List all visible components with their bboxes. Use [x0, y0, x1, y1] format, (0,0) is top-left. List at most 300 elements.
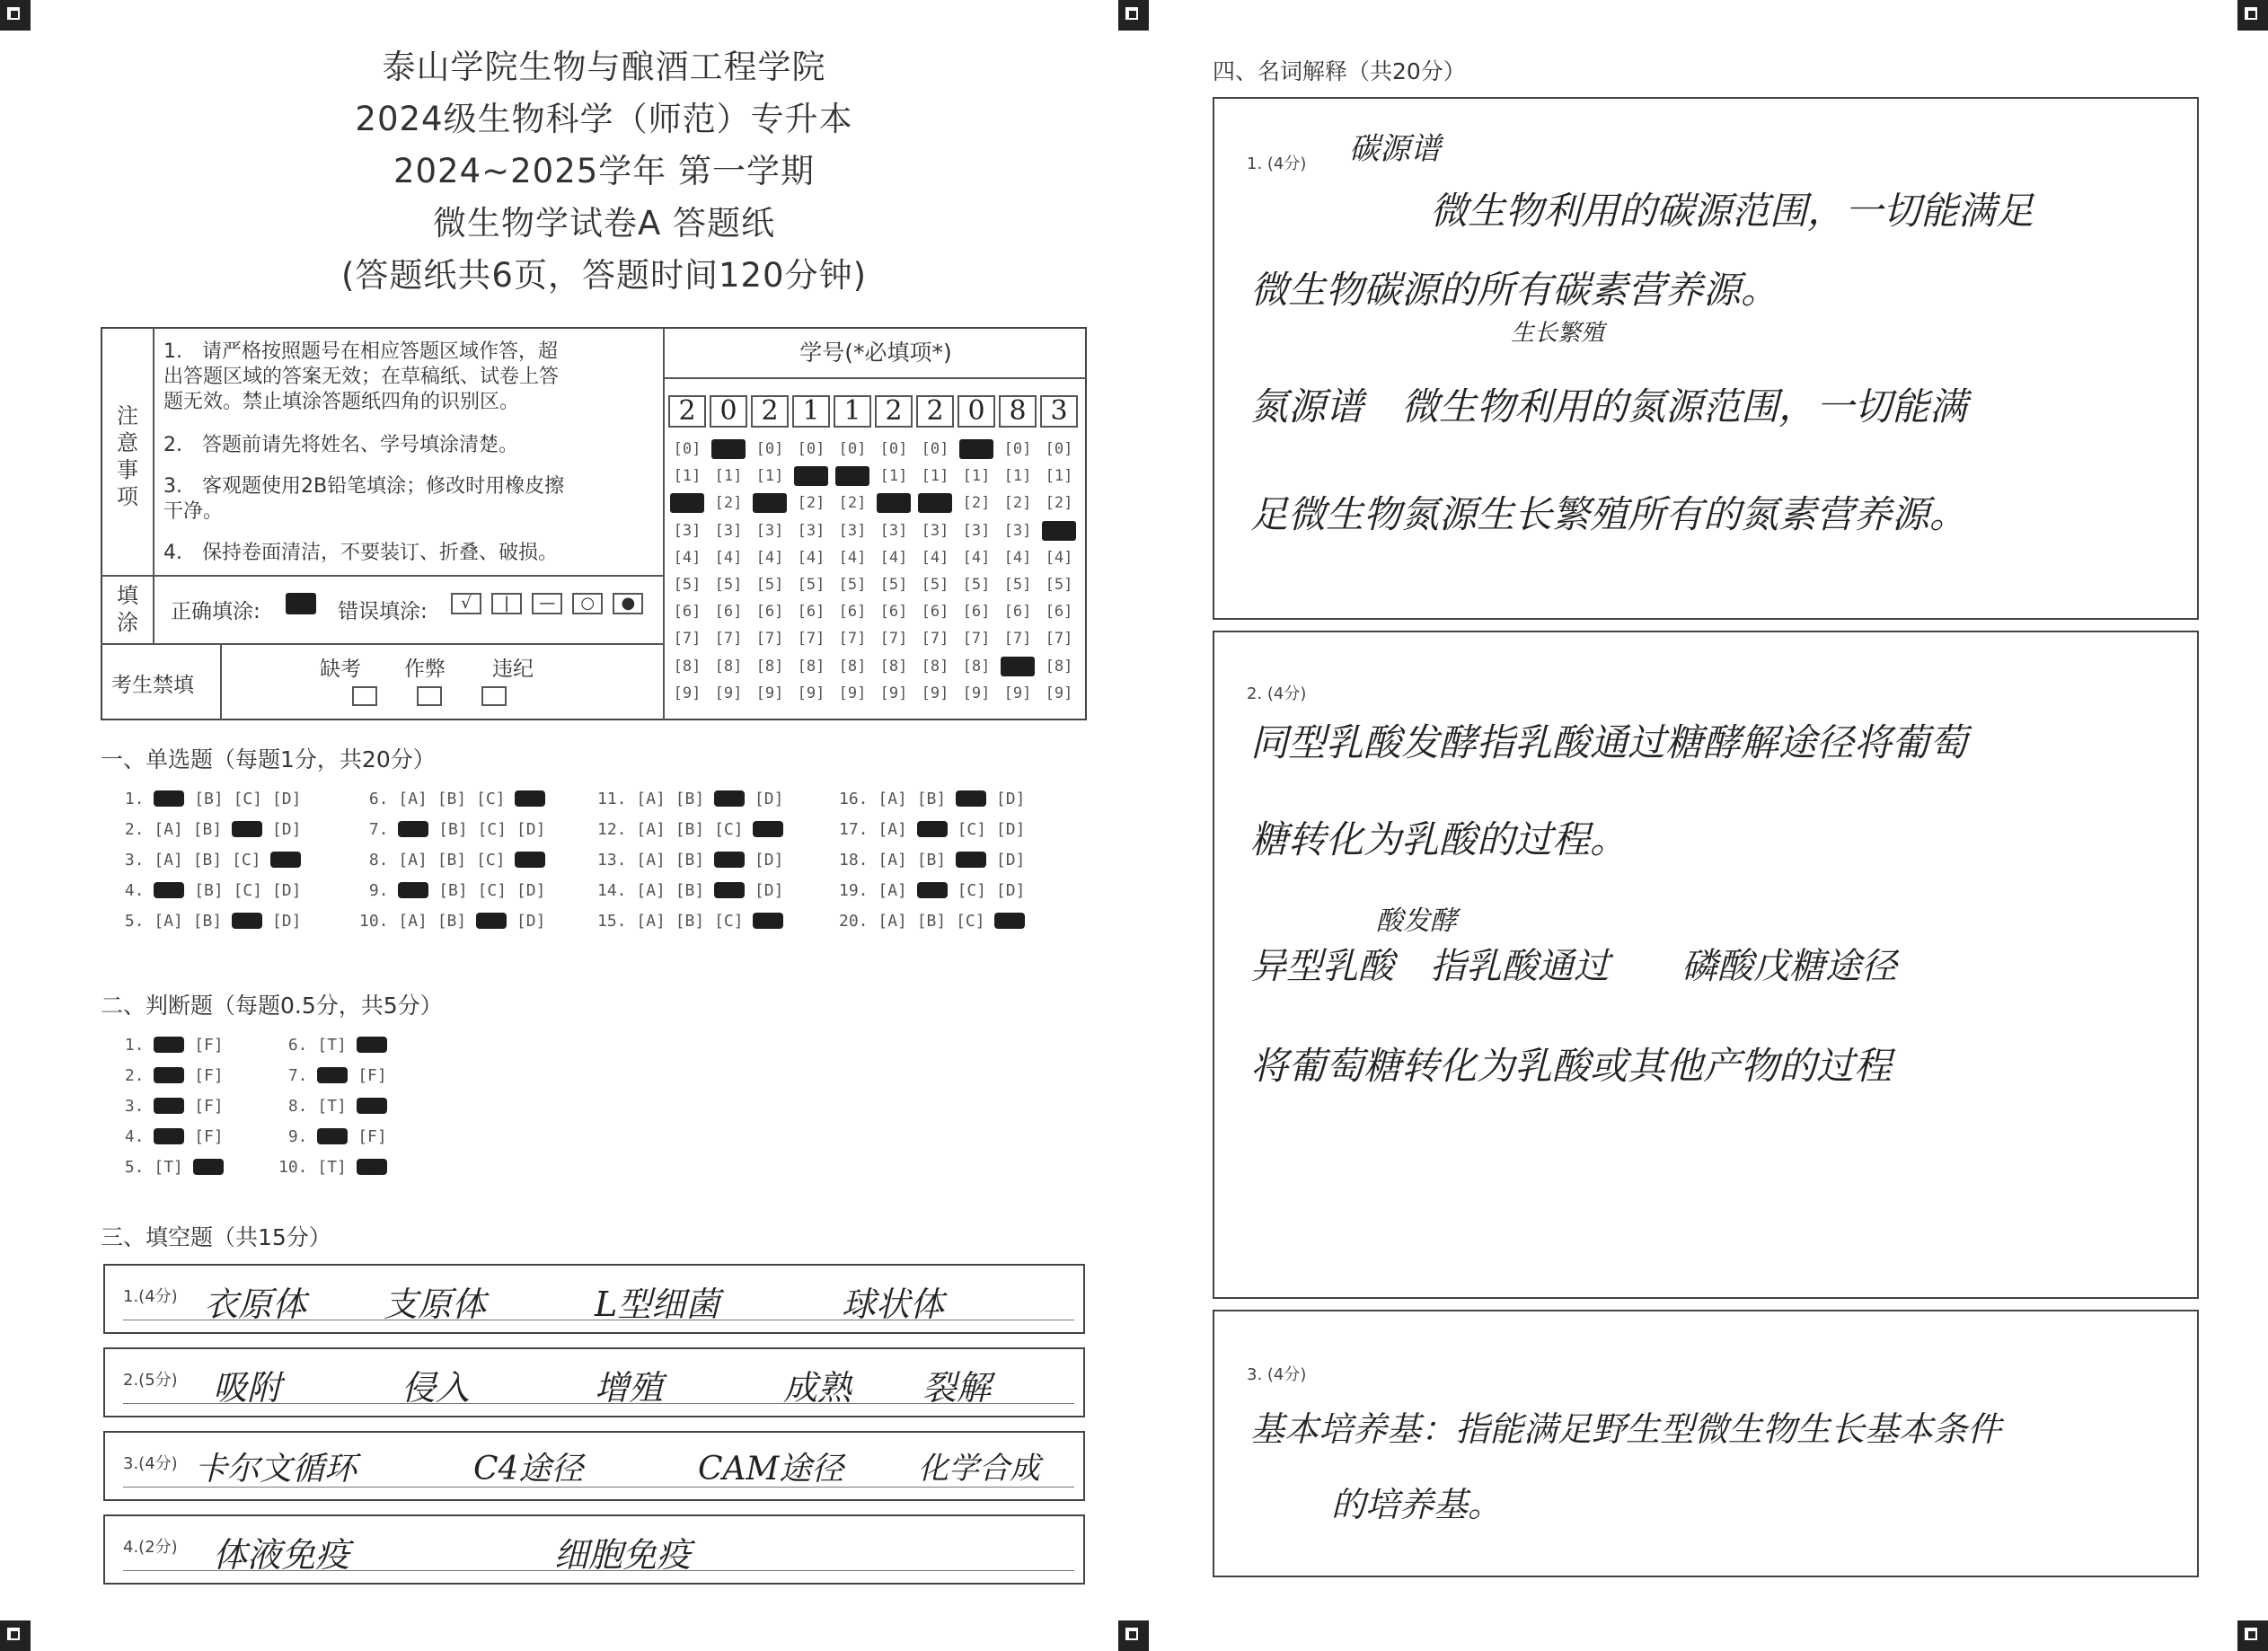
question-number: 15. [597, 912, 637, 931]
true-false-row[interactable] [278, 1126, 397, 1148]
option-bubble[interactable]: [D] [516, 820, 546, 839]
student-id-bubble[interactable]: [3] [838, 521, 867, 540]
student-id-bubble[interactable]: [5] [1003, 576, 1032, 594]
option-bubble[interactable]: [B] [192, 912, 223, 931]
student-id-bubble[interactable]: [0] [797, 440, 825, 458]
student-id-bubble[interactable]: [2] [670, 493, 704, 513]
divider [663, 327, 665, 720]
student-id-bubble[interactable]: [1] [794, 466, 828, 486]
student-id-bubble[interactable]: [4] [714, 548, 743, 567]
option-bubble[interactable]: [A] [398, 912, 428, 931]
single-choice-row[interactable] [839, 911, 1035, 932]
option-filled[interactable] [956, 790, 986, 807]
single-choice-row[interactable] [359, 789, 555, 810]
option-filled[interactable] [317, 1067, 348, 1083]
student-id-bubble[interactable]: [1] [673, 467, 702, 486]
option-bubble[interactable]: [B] [675, 912, 705, 931]
fill-blank-q3[interactable] [103, 1431, 1085, 1501]
student-id-bubble[interactable]: [6] [921, 603, 949, 622]
option-bubble[interactable]: [F] [194, 1097, 224, 1116]
student-id-bubble[interactable]: [5] [838, 576, 867, 594]
option-bubble[interactable]: [B] [675, 851, 705, 870]
student-id-bubble[interactable]: [6] [838, 603, 867, 622]
question-number: 6. [359, 790, 399, 808]
question-number: 5. [115, 912, 154, 931]
definition-text: 氮源谱 微生物利用的氮源范围，一切能满 [1250, 384, 1968, 428]
option-bubble[interactable]: [A] [636, 820, 666, 839]
option-bubble[interactable]: [C] [477, 881, 507, 900]
student-id-bubble[interactable]: [0] [959, 439, 993, 459]
student-id-bubble[interactable]: [3] [673, 521, 702, 540]
option-bubble[interactable]: [C] [233, 881, 263, 900]
option-filled[interactable] [193, 1159, 224, 1175]
student-id-bubble[interactable]: [5] [962, 576, 991, 594]
student-id-bubble[interactable]: [7] [1003, 630, 1032, 649]
option-bubble[interactable]: [F] [194, 1036, 224, 1055]
student-id-bubble[interactable]: [8] [755, 657, 784, 675]
option-bubble[interactable]: [A] [878, 912, 907, 931]
definition-text: 基本培养基：指能满足野生型微生物生长基本条件 [1250, 1409, 2002, 1449]
question-number: 8. [278, 1097, 318, 1116]
option-bubble[interactable]: [T] [317, 1097, 347, 1116]
definition-text: 糖转化为乳酸的过程。 [1250, 817, 1628, 861]
student-id-bubble[interactable]: [9] [1003, 684, 1032, 702]
divider [153, 327, 154, 577]
single-choice-row[interactable] [115, 819, 311, 841]
student-id-bubble[interactable]: [5] [921, 576, 949, 594]
option-filled[interactable] [154, 1037, 184, 1053]
true-false-row[interactable] [115, 1035, 234, 1056]
option-bubble[interactable]: [F] [194, 1127, 224, 1146]
answer-text: 成熟 [783, 1368, 852, 1408]
option-bubble[interactable]: [A] [636, 881, 666, 900]
student-id-bubble[interactable]: [1] [962, 467, 991, 486]
option-bubble[interactable]: [B] [675, 881, 705, 900]
student-id-bubble[interactable]: [1] [1045, 467, 1073, 486]
student-id-bubble[interactable]: [0] [838, 440, 867, 458]
student-id-bubble[interactable]: [0] [755, 440, 784, 458]
student-id-bubble[interactable]: [2] [1045, 494, 1073, 513]
student-id-bubble[interactable]: [4] [921, 548, 949, 567]
option-bubble[interactable]: [C] [957, 820, 987, 839]
student-id-bubble[interactable]: [7] [797, 630, 825, 649]
student-id-bubble[interactable]: [4] [1045, 548, 1073, 567]
option-filled[interactable] [714, 882, 745, 898]
student-id-bubble[interactable]: [7] [921, 630, 949, 649]
student-id-bubble[interactable]: [3] [1003, 521, 1032, 540]
student-id-bubble[interactable]: [1] [835, 466, 869, 486]
option-filled[interactable] [515, 790, 545, 807]
option-bubble[interactable]: [A] [636, 790, 666, 808]
student-id-bubble[interactable]: [9] [1045, 684, 1073, 702]
option-bubble[interactable]: [A] [398, 851, 428, 870]
answer-text: 支原体 [384, 1285, 487, 1324]
student-id-bubble[interactable]: [6] [879, 603, 908, 622]
forbid-absent-checkbox[interactable] [352, 686, 377, 706]
option-bubble[interactable]: [D] [754, 881, 784, 900]
fill-blank-q2[interactable] [103, 1347, 1085, 1417]
option-bubble[interactable]: [F] [357, 1066, 387, 1085]
header-school: 泰山学院生物与酿酒工程学院 [382, 48, 826, 86]
option-bubble[interactable]: [D] [271, 790, 302, 808]
student-id-bubble[interactable]: [0] [1003, 440, 1032, 458]
single-choice-row[interactable] [115, 789, 311, 810]
option-filled[interactable] [270, 852, 301, 868]
corner-marker-top-left [0, 0, 31, 31]
true-false-row[interactable] [278, 1065, 397, 1087]
student-id-bubble[interactable]: [9] [921, 684, 949, 702]
option-bubble[interactable]: [C] [477, 820, 507, 839]
true-false-row[interactable] [115, 1126, 234, 1148]
student-id-bubble[interactable]: [5] [755, 576, 784, 594]
option-bubble[interactable]: [D] [754, 851, 784, 870]
student-id-bubble[interactable]: [8] [797, 657, 825, 675]
option-filled[interactable] [317, 1128, 348, 1144]
wrong-example-check: √ [451, 593, 481, 614]
answer-text: C4途径 [473, 1451, 584, 1488]
question-number: 20. [839, 912, 878, 931]
corner-marker-bottom-left [0, 1620, 31, 1651]
option-bubble[interactable]: [B] [192, 820, 223, 839]
option-filled[interactable] [357, 1037, 387, 1053]
option-bubble[interactable]: [A] [878, 881, 907, 900]
true-false-row[interactable] [278, 1035, 397, 1056]
option-bubble[interactable]: [A] [878, 851, 907, 870]
student-id-bubble[interactable]: [9] [797, 684, 825, 702]
option-filled[interactable] [154, 790, 184, 807]
option-bubble[interactable]: [F] [194, 1066, 224, 1085]
question-number: 5. [115, 1158, 154, 1177]
student-id-bubble[interactable]: [6] [1003, 603, 1032, 622]
student-id-bubble[interactable]: [5] [879, 576, 908, 594]
option-filled[interactable] [154, 1128, 184, 1144]
student-id-bubble[interactable]: [9] [879, 684, 908, 702]
option-bubble[interactable]: [C] [232, 851, 261, 870]
student-id-bubble[interactable]: [6] [797, 603, 825, 622]
option-bubble[interactable]: [D] [516, 881, 546, 900]
fill-blank-q4[interactable] [103, 1514, 1085, 1585]
answer-text: 化学合成 [918, 1451, 1040, 1487]
answer-text: CAM途径 [698, 1451, 844, 1488]
question-number: 9. [278, 1127, 318, 1146]
student-id-bubble[interactable]: [8] [838, 657, 867, 675]
student-id-bubble[interactable]: [4] [673, 548, 702, 567]
true-false-row[interactable] [278, 1096, 397, 1117]
student-id-bubble[interactable]: [7] [838, 630, 867, 649]
definition-q1-box[interactable] [1213, 97, 2199, 620]
student-id-bubble[interactable]: [1] [755, 467, 784, 486]
answer-text: 体液免疫 [213, 1535, 350, 1575]
option-bubble[interactable]: [B] [437, 912, 467, 931]
option-bubble[interactable]: [T] [154, 1158, 183, 1177]
student-id-bubble[interactable]: [7] [673, 630, 702, 649]
student-id-bubble[interactable]: [8] [1045, 657, 1073, 675]
question-number: 9. [359, 881, 399, 900]
option-bubble[interactable]: [B] [438, 820, 468, 839]
student-id-bubble[interactable]: [4] [755, 548, 784, 567]
student-id-bubble[interactable]: [7] [755, 630, 784, 649]
option-filled[interactable] [714, 790, 745, 807]
student-id-bubble[interactable]: [8] [921, 657, 949, 675]
option-bubble[interactable]: [B] [194, 790, 224, 808]
question-number: 7. [278, 1066, 318, 1085]
option-bubble[interactable]: [T] [317, 1036, 347, 1055]
forbid-violation-label: 违纪 [492, 658, 534, 681]
divider [220, 643, 222, 720]
student-id-bubble[interactable]: [7] [1045, 630, 1073, 649]
option-bubble[interactable]: [A] [154, 912, 183, 931]
student-id-bubble[interactable]: [5] [797, 576, 825, 594]
fill-blank-q1[interactable] [103, 1264, 1085, 1334]
option-filled[interactable] [398, 821, 428, 837]
forbid-cheat-label: 作弊 [404, 658, 446, 681]
student-id-bubble[interactable]: [2] [797, 494, 825, 513]
definition-text: 微生物碳源的所有碳素营养源。 [1250, 268, 1779, 312]
question-number: 10. [359, 912, 399, 931]
student-id-bubble[interactable]: [4] [879, 548, 908, 567]
option-bubble[interactable]: [B] [437, 851, 467, 870]
option-filled[interactable] [154, 1098, 184, 1114]
true-false-row[interactable] [278, 1157, 397, 1179]
option-filled[interactable] [357, 1098, 387, 1114]
option-bubble[interactable]: [C] [233, 790, 263, 808]
single-choice-row[interactable] [597, 789, 793, 810]
option-bubble[interactable]: [B] [675, 790, 705, 808]
definition-q3-box[interactable] [1213, 1310, 2199, 1577]
single-choice-row[interactable] [597, 850, 793, 871]
true-false-row[interactable] [115, 1096, 234, 1117]
option-filled[interactable] [154, 1067, 184, 1083]
student-id-bubble[interactable]: [2] [838, 494, 867, 513]
student-id-bubble[interactable]: [9] [714, 684, 743, 702]
student-id-bubble[interactable]: [6] [714, 603, 743, 622]
student-id-bubble[interactable]: [8] [962, 657, 991, 675]
option-bubble[interactable]: [C] [956, 912, 985, 931]
student-id-digit: 2 [875, 395, 913, 428]
option-bubble[interactable]: [D] [271, 881, 302, 900]
option-bubble[interactable]: [A] [636, 912, 666, 931]
student-id-bubble[interactable]: [5] [1045, 576, 1073, 594]
student-id-bubble[interactable]: [4] [1003, 548, 1032, 567]
section2-title: 二、判断题（每题0.5分，共5分） [101, 993, 443, 1019]
forbid-label: 考生禁填 [111, 674, 194, 697]
single-choice-row[interactable] [359, 850, 555, 871]
option-bubble[interactable]: [D] [754, 790, 784, 808]
question-number: 3. [115, 851, 154, 870]
student-id-bubble[interactable]: [7] [714, 630, 743, 649]
student-id-bubble[interactable]: [1] [921, 467, 949, 486]
option-bubble[interactable]: [D] [995, 820, 1026, 839]
student-id-bubble[interactable]: [0] [879, 440, 908, 458]
wrong-fill-examples [451, 593, 649, 614]
student-id-bubble[interactable]: [5] [673, 576, 702, 594]
option-filled[interactable] [154, 882, 184, 898]
option-bubble[interactable]: [A] [154, 820, 183, 839]
option-bubble[interactable]: [B] [438, 881, 468, 900]
option-bubble[interactable]: [D] [271, 912, 302, 931]
student-id-bubble[interactable]: [6] [962, 603, 991, 622]
student-id-bubble[interactable]: [2] [877, 493, 911, 513]
wrong-example-bar: | [491, 593, 522, 614]
student-id-bubble[interactable]: [4] [962, 548, 991, 567]
student-id-bubble[interactable]: [8] [1001, 657, 1035, 676]
student-id-bubble[interactable]: [8] [673, 657, 702, 675]
single-choice-row[interactable] [597, 880, 793, 902]
question-number: 6. [278, 1036, 318, 1055]
student-id-digit: 2 [668, 395, 706, 428]
single-choice-row[interactable] [839, 850, 1035, 871]
answer-text: 卡尔文循环 [195, 1451, 357, 1488]
true-false-row[interactable] [115, 1157, 234, 1179]
option-bubble[interactable]: [B] [437, 790, 467, 808]
option-bubble[interactable]: [A] [878, 820, 907, 839]
student-id-bubble[interactable]: [1] [1003, 467, 1032, 486]
question-number: 8. [359, 851, 399, 870]
student-id-bubble[interactable]: [1] [714, 467, 743, 486]
option-filled[interactable] [714, 852, 745, 868]
student-id-bubble[interactable]: [9] [673, 684, 702, 702]
option-bubble[interactable]: [A] [636, 851, 666, 870]
student-id-bubble[interactable]: [8] [879, 657, 908, 675]
header-term: 2024~2025学年 第一学期 [393, 152, 816, 190]
student-id-bubble[interactable]: [3] [921, 521, 949, 540]
student-id-bubble[interactable]: [2] [714, 494, 743, 513]
answer-text: 增殖 [595, 1368, 664, 1408]
definition-text: 足微生物氮源生长繁殖所有的氮素营养源。 [1250, 492, 1968, 536]
single-choice-row[interactable] [359, 880, 555, 902]
option-filled[interactable] [515, 852, 545, 868]
student-id-bubble[interactable]: [3] [962, 521, 991, 540]
option-filled[interactable] [917, 882, 948, 898]
option-bubble[interactable]: [B] [916, 790, 947, 808]
option-bubble[interactable]: [T] [317, 1158, 347, 1177]
option-filled[interactable] [398, 882, 428, 898]
notice-item-1a: 1. 请严格按照题号在相应答题区域作答，超 [163, 340, 558, 363]
question-number: 14. [597, 881, 637, 900]
option-bubble[interactable]: [A] [154, 851, 183, 870]
single-choice-row[interactable] [359, 819, 555, 841]
student-id-bubble[interactable]: [2] [1003, 494, 1032, 513]
student-id-bubble[interactable]: [0] [921, 440, 949, 458]
single-choice-row[interactable] [597, 911, 793, 932]
single-choice-row[interactable] [839, 880, 1035, 902]
option-filled[interactable] [956, 852, 986, 868]
student-id-bubble[interactable]: [2] [918, 493, 952, 513]
option-filled[interactable] [476, 913, 507, 929]
student-id-bubble[interactable]: [9] [962, 684, 991, 702]
option-filled[interactable] [357, 1159, 387, 1175]
option-bubble[interactable]: [D] [995, 881, 1026, 900]
option-filled[interactable] [232, 821, 262, 837]
question-number: 13. [597, 851, 637, 870]
option-filled[interactable] [232, 913, 262, 929]
student-id-digit: 0 [710, 395, 747, 428]
option-bubble[interactable]: [C] [957, 881, 987, 900]
single-choice-row[interactable] [839, 789, 1035, 810]
student-id-bubble[interactable]: [3] [1042, 521, 1076, 541]
section1-title: 一、单选题（每题1分，共20分） [101, 746, 436, 773]
student-id-bubble[interactable]: [0] [711, 439, 746, 459]
option-bubble[interactable]: [F] [357, 1127, 387, 1146]
student-id-bubble[interactable]: [6] [1045, 603, 1073, 622]
option-filled[interactable] [753, 821, 783, 837]
student-id-bubble[interactable]: [3] [755, 521, 784, 540]
question-number: 10. [278, 1158, 318, 1177]
student-id-bubble[interactable]: [0] [1045, 440, 1073, 458]
single-choice-row[interactable] [115, 911, 311, 932]
single-choice-row[interactable] [359, 911, 555, 932]
student-id-bubble[interactable]: [1] [879, 467, 908, 486]
option-bubble[interactable]: [D] [995, 851, 1026, 870]
student-id-label: 学号(*必填项*) [799, 340, 952, 366]
option-bubble[interactable]: [B] [675, 820, 705, 839]
student-id-digit: 2 [916, 395, 954, 428]
single-choice-row[interactable] [115, 880, 311, 902]
option-bubble[interactable]: [C] [714, 820, 744, 839]
student-id-bubble[interactable]: [3] [714, 521, 743, 540]
student-id-digit: 3 [1040, 395, 1078, 428]
corner-marker-top-middle [1118, 0, 1149, 31]
student-id-bubble[interactable]: [4] [797, 548, 825, 567]
forbid-violation-checkbox[interactable] [481, 686, 507, 706]
option-filled[interactable] [994, 913, 1025, 929]
student-id-bubble[interactable]: [0] [673, 440, 702, 458]
student-id-bubble[interactable]: [9] [838, 684, 867, 702]
single-choice-row[interactable] [115, 850, 311, 871]
option-filled[interactable] [753, 913, 783, 929]
option-bubble[interactable]: [B] [916, 851, 947, 870]
student-id-bubble[interactable]: [6] [755, 603, 784, 622]
option-bubble[interactable]: [D] [516, 912, 546, 931]
student-id-bubble[interactable]: [4] [838, 548, 867, 567]
q-label: 3. (4分) [1247, 1365, 1307, 1384]
definition-insert: 生长繁殖 [1511, 320, 1605, 347]
student-id-bubble[interactable]: [6] [673, 603, 702, 622]
student-id-bubble[interactable]: [2] [753, 493, 787, 513]
definition-q2-box[interactable] [1213, 631, 2199, 1299]
student-id-bubble[interactable]: [7] [962, 630, 991, 649]
student-id-bubble[interactable]: [3] [879, 521, 908, 540]
student-id-bubble[interactable]: [9] [755, 684, 784, 702]
option-bubble[interactable]: [A] [878, 790, 907, 808]
definition-term: 碳源谱 [1349, 131, 1441, 167]
q-label: 1.(4分) [123, 1287, 178, 1306]
option-bubble[interactable]: [A] [398, 790, 428, 808]
student-id-bubble[interactable]: [2] [962, 494, 991, 513]
student-id-bubble[interactable]: [3] [797, 521, 825, 540]
option-bubble[interactable]: [B] [916, 912, 947, 931]
header-info: (答题纸共6页，答题时间120分钟) [340, 256, 868, 295]
option-bubble[interactable]: [C] [476, 790, 506, 808]
option-bubble[interactable]: [B] [192, 851, 223, 870]
option-bubble[interactable]: [C] [714, 912, 744, 931]
q-label: 4.(2分) [123, 1538, 178, 1557]
correct-fill-sample [286, 593, 316, 614]
option-bubble[interactable]: [C] [476, 851, 506, 870]
forbid-cheat-checkbox[interactable] [417, 686, 442, 706]
option-bubble[interactable]: [D] [995, 790, 1026, 808]
student-id-bubble[interactable]: [8] [714, 657, 743, 675]
student-id-bubble[interactable]: [5] [714, 576, 743, 594]
divider [153, 575, 154, 645]
single-choice-row[interactable] [839, 819, 1035, 841]
student-id-bubble[interactable]: [7] [879, 630, 908, 649]
option-bubble[interactable]: [D] [271, 820, 302, 839]
option-bubble[interactable]: [B] [194, 881, 224, 900]
true-false-row[interactable] [115, 1065, 234, 1087]
option-filled[interactable] [917, 821, 948, 837]
single-choice-row[interactable] [597, 819, 793, 841]
